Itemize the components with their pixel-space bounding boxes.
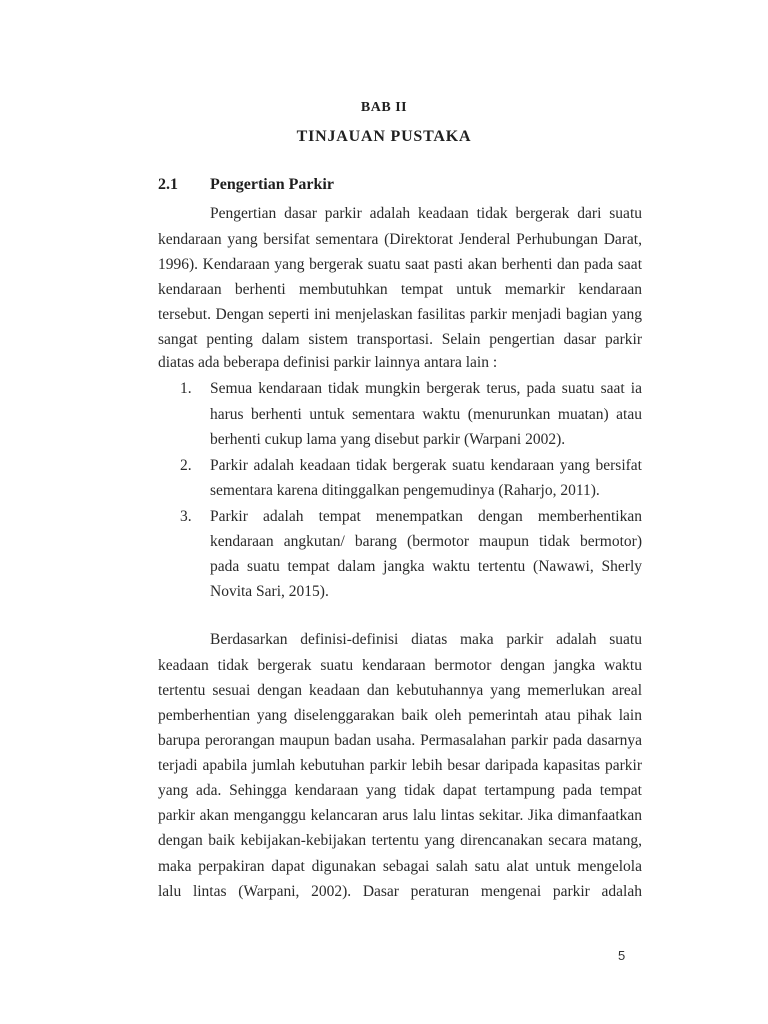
paragraph-1-line: tersebut. Dengan seperti ini menjelaskan fasilitas parkir menjadi bagian yang: [158, 306, 642, 323]
paragraph-2-line: terjadi apabila jumlah kebutuhan parkir lebih besar daripada kapasitas parkir: [158, 757, 642, 774]
list-item-number: 1.: [180, 380, 192, 397]
section-title: Pengertian Parkir: [210, 176, 334, 193]
section-heading: [158, 176, 334, 194]
list-item-line: pada suatu tempat dalam jangka waktu tertentu (Nawawi, Sherly: [210, 558, 642, 575]
paragraph-1-line: diatas ada beberapa definisi parkir lainnya antara lain :: [158, 354, 498, 371]
list-item-line: harus berhenti untuk sementara waktu (menurunkan muatan) atau: [210, 406, 642, 423]
list-item-number: 3.: [180, 508, 192, 525]
paragraph-2-line: yang ada. Sehingga kendaraan yang tidak dapat tertampung pada tempat: [158, 782, 642, 799]
paragraph-2-line: tertentu sesuai dengan keadaan dan kebutuhannya yang memerlukan areal: [158, 682, 642, 699]
page-number: 5: [618, 948, 626, 963]
paragraph-2-line: pemberhentian yang diselenggarakan baik oleh pemerintah atau pihak lain: [158, 707, 642, 724]
paragraph-2-line: lalu lintas (Warpani, 2002). Dasar peraturan mengenai parkir adalah: [158, 883, 642, 900]
chapter-title: TINJAUAN PUSTAKA: [296, 128, 472, 145]
paragraph-2-line: dengan baik kebijakan-kebijakan tertentu yang direncanakan secara matang,: [158, 832, 642, 849]
list-item-line: Semua kendaraan tidak mungkin bergerak terus, pada suatu saat ia: [210, 380, 642, 397]
paragraph-1-line: 1996). Kendaraan yang bergerak suatu saat pasti akan berhenti dan pada saat: [158, 256, 642, 273]
paragraph-2-line: maka perpakiran dapat digunakan sebagai salah satu alat untuk mengelola: [158, 858, 642, 875]
list-item-line: sementara karena ditinggalkan pengemudinya (Raharjo, 2011).: [210, 482, 600, 499]
chapter-label: BAB II: [360, 100, 408, 115]
list-item-line: Parkir adalah tempat menempatkan dengan memberhentikan: [210, 508, 642, 525]
paragraph-1-line: kendaraan yang bersifat sementara (Direktorat Jenderal Perhubungan Darat,: [158, 231, 642, 248]
paragraph-1-line: Pengertian dasar parkir adalah keadaan tidak bergerak dari suatu: [210, 205, 642, 222]
list-item-line: Parkir adalah keadaan tidak bergerak suatu kendaraan yang bersifat: [210, 457, 642, 474]
paragraph-2-line: parkir akan menganggu kelancaran arus lalu lintas sekitar. Jika dimanfaatkan: [158, 807, 642, 824]
list-item-line: kendaraan angkutan/ barang (bermotor maupun tidak bermotor): [210, 533, 642, 550]
list-item-line: Novita Sari, 2015).: [210, 583, 329, 600]
paragraph-2-line: keadaan tidak bergerak suatu kendaraan bermotor dengan jangka waktu: [158, 657, 642, 674]
list-item-number: 2.: [180, 457, 192, 474]
section-number: 2.1: [158, 176, 178, 193]
paragraph-1-line: kendaraan berhenti membutuhkan tempat untuk memarkir kendaraan: [158, 281, 642, 298]
paragraph-2-line: barupa perorangan maupun badan usaha. Permasalahan parkir pada dasarnya: [158, 732, 642, 749]
paragraph-1-line: sangat penting dalam sistem transportasi. Selain pengertian dasar parkir: [158, 331, 642, 348]
list-item-line: berhenti cukup lama yang disebut parkir (Warpani 2002).: [210, 431, 566, 448]
paragraph-2-line: Berdasarkan definisi-definisi diatas maka parkir adalah suatu: [210, 631, 642, 648]
